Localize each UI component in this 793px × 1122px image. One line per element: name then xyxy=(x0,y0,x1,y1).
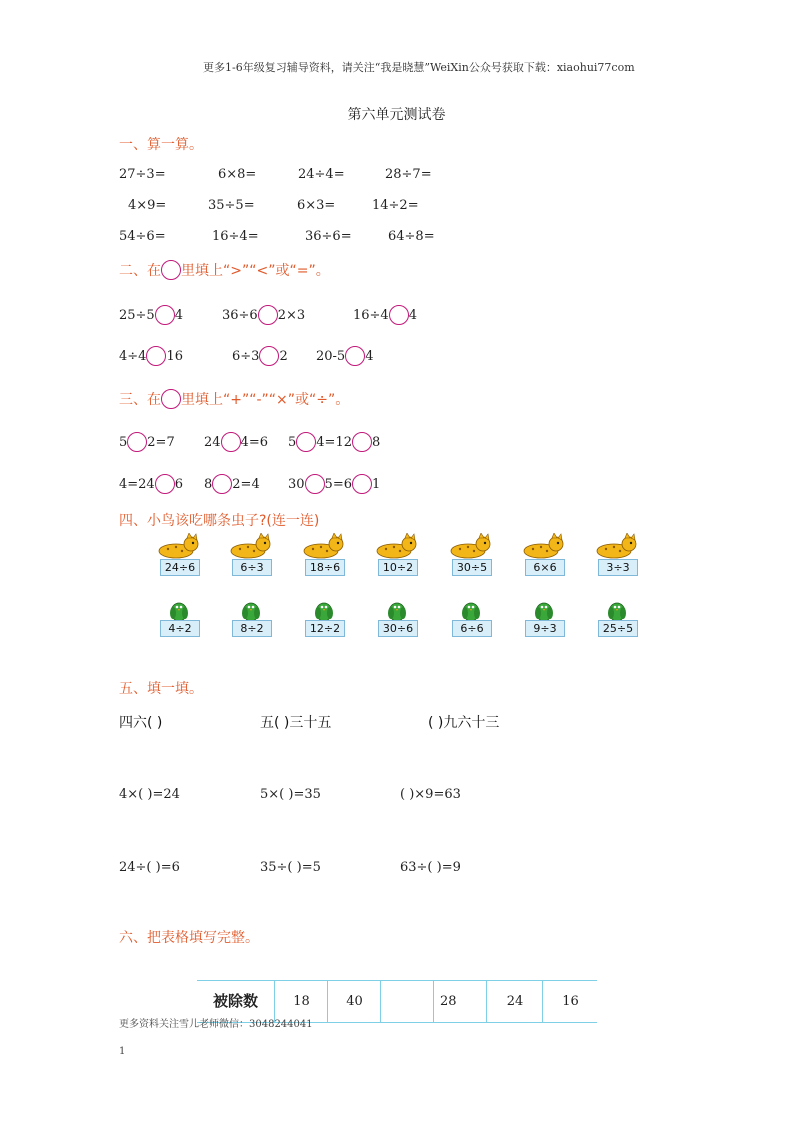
compare-2-1 xyxy=(119,346,183,366)
worm-label: 18÷6 xyxy=(305,559,345,576)
operand: 8 xyxy=(372,434,381,450)
section-6-heading: 六、把表格填写完整。 xyxy=(119,930,259,946)
operand: 6 xyxy=(174,476,183,492)
compare-1-1 xyxy=(119,305,183,325)
worm-card[interactable] xyxy=(448,533,494,577)
compare-right: 16 xyxy=(166,348,183,364)
answer-circle[interactable] xyxy=(296,432,316,452)
answer-circle[interactable] xyxy=(352,474,372,494)
page-title: 第六单元测试卷 xyxy=(347,107,446,123)
operand: 4=6 xyxy=(240,434,268,450)
operand: 2=7 xyxy=(147,434,175,450)
section-1-heading: 一、算一算。 xyxy=(119,137,203,153)
page-number: 1 xyxy=(119,1046,126,1057)
bird-card[interactable] xyxy=(448,598,494,642)
operand: 24 xyxy=(204,434,221,450)
bird-label: 9÷3 xyxy=(525,620,565,637)
answer-circle[interactable] xyxy=(127,432,147,452)
operand: 8 xyxy=(204,476,213,492)
answer-circle[interactable] xyxy=(352,432,372,452)
bird-card[interactable] xyxy=(301,598,347,642)
cat-icon xyxy=(156,533,202,561)
operator-1-3 xyxy=(288,432,380,452)
operand: 5 xyxy=(119,434,128,450)
worm-card[interactable] xyxy=(156,533,202,577)
section-3-heading xyxy=(119,389,349,409)
circle-icon xyxy=(161,389,181,409)
worm-label: 6÷3 xyxy=(232,559,272,576)
compare-left: 16÷4 xyxy=(353,307,389,323)
answer-circle[interactable] xyxy=(258,305,278,325)
compare-left: 20-5 xyxy=(316,348,346,364)
compare-2-2 xyxy=(232,346,288,366)
sequence-2: 五( )三十五 xyxy=(260,715,332,731)
calc-3-4: 64÷8= xyxy=(388,229,435,244)
heading-prefix: 三、在 xyxy=(119,392,161,408)
bird-icon xyxy=(374,598,420,622)
worm-label: 6×6 xyxy=(525,559,565,576)
operand: 5=6 xyxy=(324,476,352,492)
compare-left: 25÷5 xyxy=(119,307,155,323)
worm-label: 24÷6 xyxy=(160,559,200,576)
cat-icon xyxy=(374,533,420,561)
section-4-heading: 四、小鸟该吃哪条虫子?(连一连) xyxy=(119,513,320,529)
calc-1-4: 28÷7= xyxy=(385,167,432,182)
cat-icon xyxy=(228,533,274,561)
bird-label: 12÷2 xyxy=(305,620,345,637)
compare-right: 4 xyxy=(408,307,417,323)
bird-label: 8÷2 xyxy=(232,620,272,637)
heading-suffix: 里填上“+”“-”“×”或“÷”。 xyxy=(181,392,350,408)
calc-3-2: 16÷4= xyxy=(212,229,259,244)
bird-icon xyxy=(448,598,494,622)
answer-circle[interactable] xyxy=(345,346,365,366)
cat-icon xyxy=(594,533,640,561)
answer-circle[interactable] xyxy=(305,474,325,494)
bird-label: 6÷6 xyxy=(452,620,492,637)
answer-circle[interactable] xyxy=(389,305,409,325)
circle-icon xyxy=(161,260,181,280)
table-header-cell: 被除数 xyxy=(212,992,258,1010)
section-5-heading: 五、填一填。 xyxy=(119,681,203,697)
compare-right: 2×3 xyxy=(277,307,306,323)
section-2-heading xyxy=(119,260,330,280)
bird-card[interactable] xyxy=(521,598,567,642)
fill-3-3: 63÷( )=9 xyxy=(400,860,461,875)
answer-circle[interactable] xyxy=(155,305,175,325)
worm-card[interactable] xyxy=(301,533,347,577)
operator-2-3 xyxy=(288,474,380,494)
worm-label: 10÷2 xyxy=(378,559,418,576)
fill-2-3: ( )×9=63 xyxy=(400,787,461,802)
fill-3-2: 35÷( )=5 xyxy=(260,860,321,875)
sequence-3: ( )九六十三 xyxy=(428,715,500,731)
header-note: 更多1-6年级复习辅导资料，请关注“我是晓慧”WeiXin公众号获取下载：xiaohui77com xyxy=(203,61,635,74)
bird-card[interactable] xyxy=(156,598,202,642)
compare-1-2 xyxy=(222,305,305,325)
operator-2-2 xyxy=(204,474,260,494)
table-cell[interactable]: 18 xyxy=(274,981,328,1022)
compare-left: 36÷6 xyxy=(222,307,258,323)
compare-1-3 xyxy=(353,305,417,325)
bird-card[interactable] xyxy=(374,598,420,642)
answer-circle[interactable] xyxy=(259,346,279,366)
compare-right: 4 xyxy=(174,307,183,323)
worm-label: 3÷3 xyxy=(598,559,638,576)
calc-1-2: 6×8= xyxy=(218,167,257,182)
bird-icon xyxy=(228,598,274,622)
answer-circle[interactable] xyxy=(212,474,232,494)
operand: 4=12 xyxy=(316,434,352,450)
calc-2-2: 35÷5= xyxy=(208,198,255,213)
compare-right: 2 xyxy=(279,348,288,364)
table-cell[interactable]: 16 xyxy=(542,981,598,1022)
bird-icon xyxy=(594,598,640,622)
footer-note: 更多资料关注雪儿老师微信：3048244041 xyxy=(119,1019,313,1030)
bird-label: 30÷6 xyxy=(378,620,418,637)
worm-card[interactable] xyxy=(374,533,420,577)
bird-icon xyxy=(521,598,567,622)
operand: 5 xyxy=(288,434,297,450)
calc-2-1: 4×9= xyxy=(128,198,167,213)
worm-card[interactable] xyxy=(228,533,274,577)
operator-1-1 xyxy=(119,432,175,452)
cat-icon xyxy=(521,533,567,561)
worm-card[interactable] xyxy=(521,533,567,577)
compare-left: 6÷3 xyxy=(232,348,260,364)
fill-2-1: 4×( )=24 xyxy=(119,787,180,802)
answer-circle[interactable] xyxy=(155,474,175,494)
bird-icon xyxy=(301,598,347,622)
fill-3-1: 24÷( )=6 xyxy=(119,860,180,875)
compare-left: 4÷4 xyxy=(119,348,147,364)
calc-2-4: 14÷2= xyxy=(372,198,419,213)
bird-card[interactable] xyxy=(594,598,640,642)
answer-circle[interactable] xyxy=(221,432,241,452)
cat-icon xyxy=(301,533,347,561)
table-cell[interactable] xyxy=(380,981,434,1022)
bird-icon xyxy=(156,598,202,622)
bird-label: 4÷2 xyxy=(160,620,200,637)
table-cell[interactable]: 28 xyxy=(433,981,486,1022)
operand: 30 xyxy=(288,476,305,492)
fill-2-2: 5×( )=35 xyxy=(260,787,321,802)
operator-1-2 xyxy=(204,432,268,452)
table-cell[interactable]: 40 xyxy=(327,981,381,1022)
cat-icon xyxy=(448,533,494,561)
operand: 2=4 xyxy=(232,476,260,492)
worm-label: 30÷5 xyxy=(452,559,492,576)
answer-circle[interactable] xyxy=(146,346,166,366)
table-cell[interactable]: 24 xyxy=(486,981,543,1022)
calc-3-1: 54÷6= xyxy=(119,229,166,244)
bird-card[interactable] xyxy=(228,598,274,642)
operand: 1 xyxy=(371,476,381,492)
sequence-1: 四六( ) xyxy=(119,715,163,731)
compare-right: 4 xyxy=(365,348,374,364)
operator-2-1 xyxy=(119,474,183,494)
calc-3-3: 36÷6= xyxy=(305,229,352,244)
heading-suffix: 里填上“>”“<”或“=”。 xyxy=(181,263,330,279)
calc-1-1: 27÷3= xyxy=(119,167,166,182)
worm-card[interactable] xyxy=(594,533,640,577)
calc-2-3: 6×3= xyxy=(297,198,336,213)
operand: 4=24 xyxy=(119,476,155,492)
bird-label: 25÷5 xyxy=(598,620,638,637)
compare-2-3 xyxy=(316,346,374,366)
calc-1-3: 24÷4= xyxy=(298,167,345,182)
heading-prefix: 二、在 xyxy=(119,263,161,279)
